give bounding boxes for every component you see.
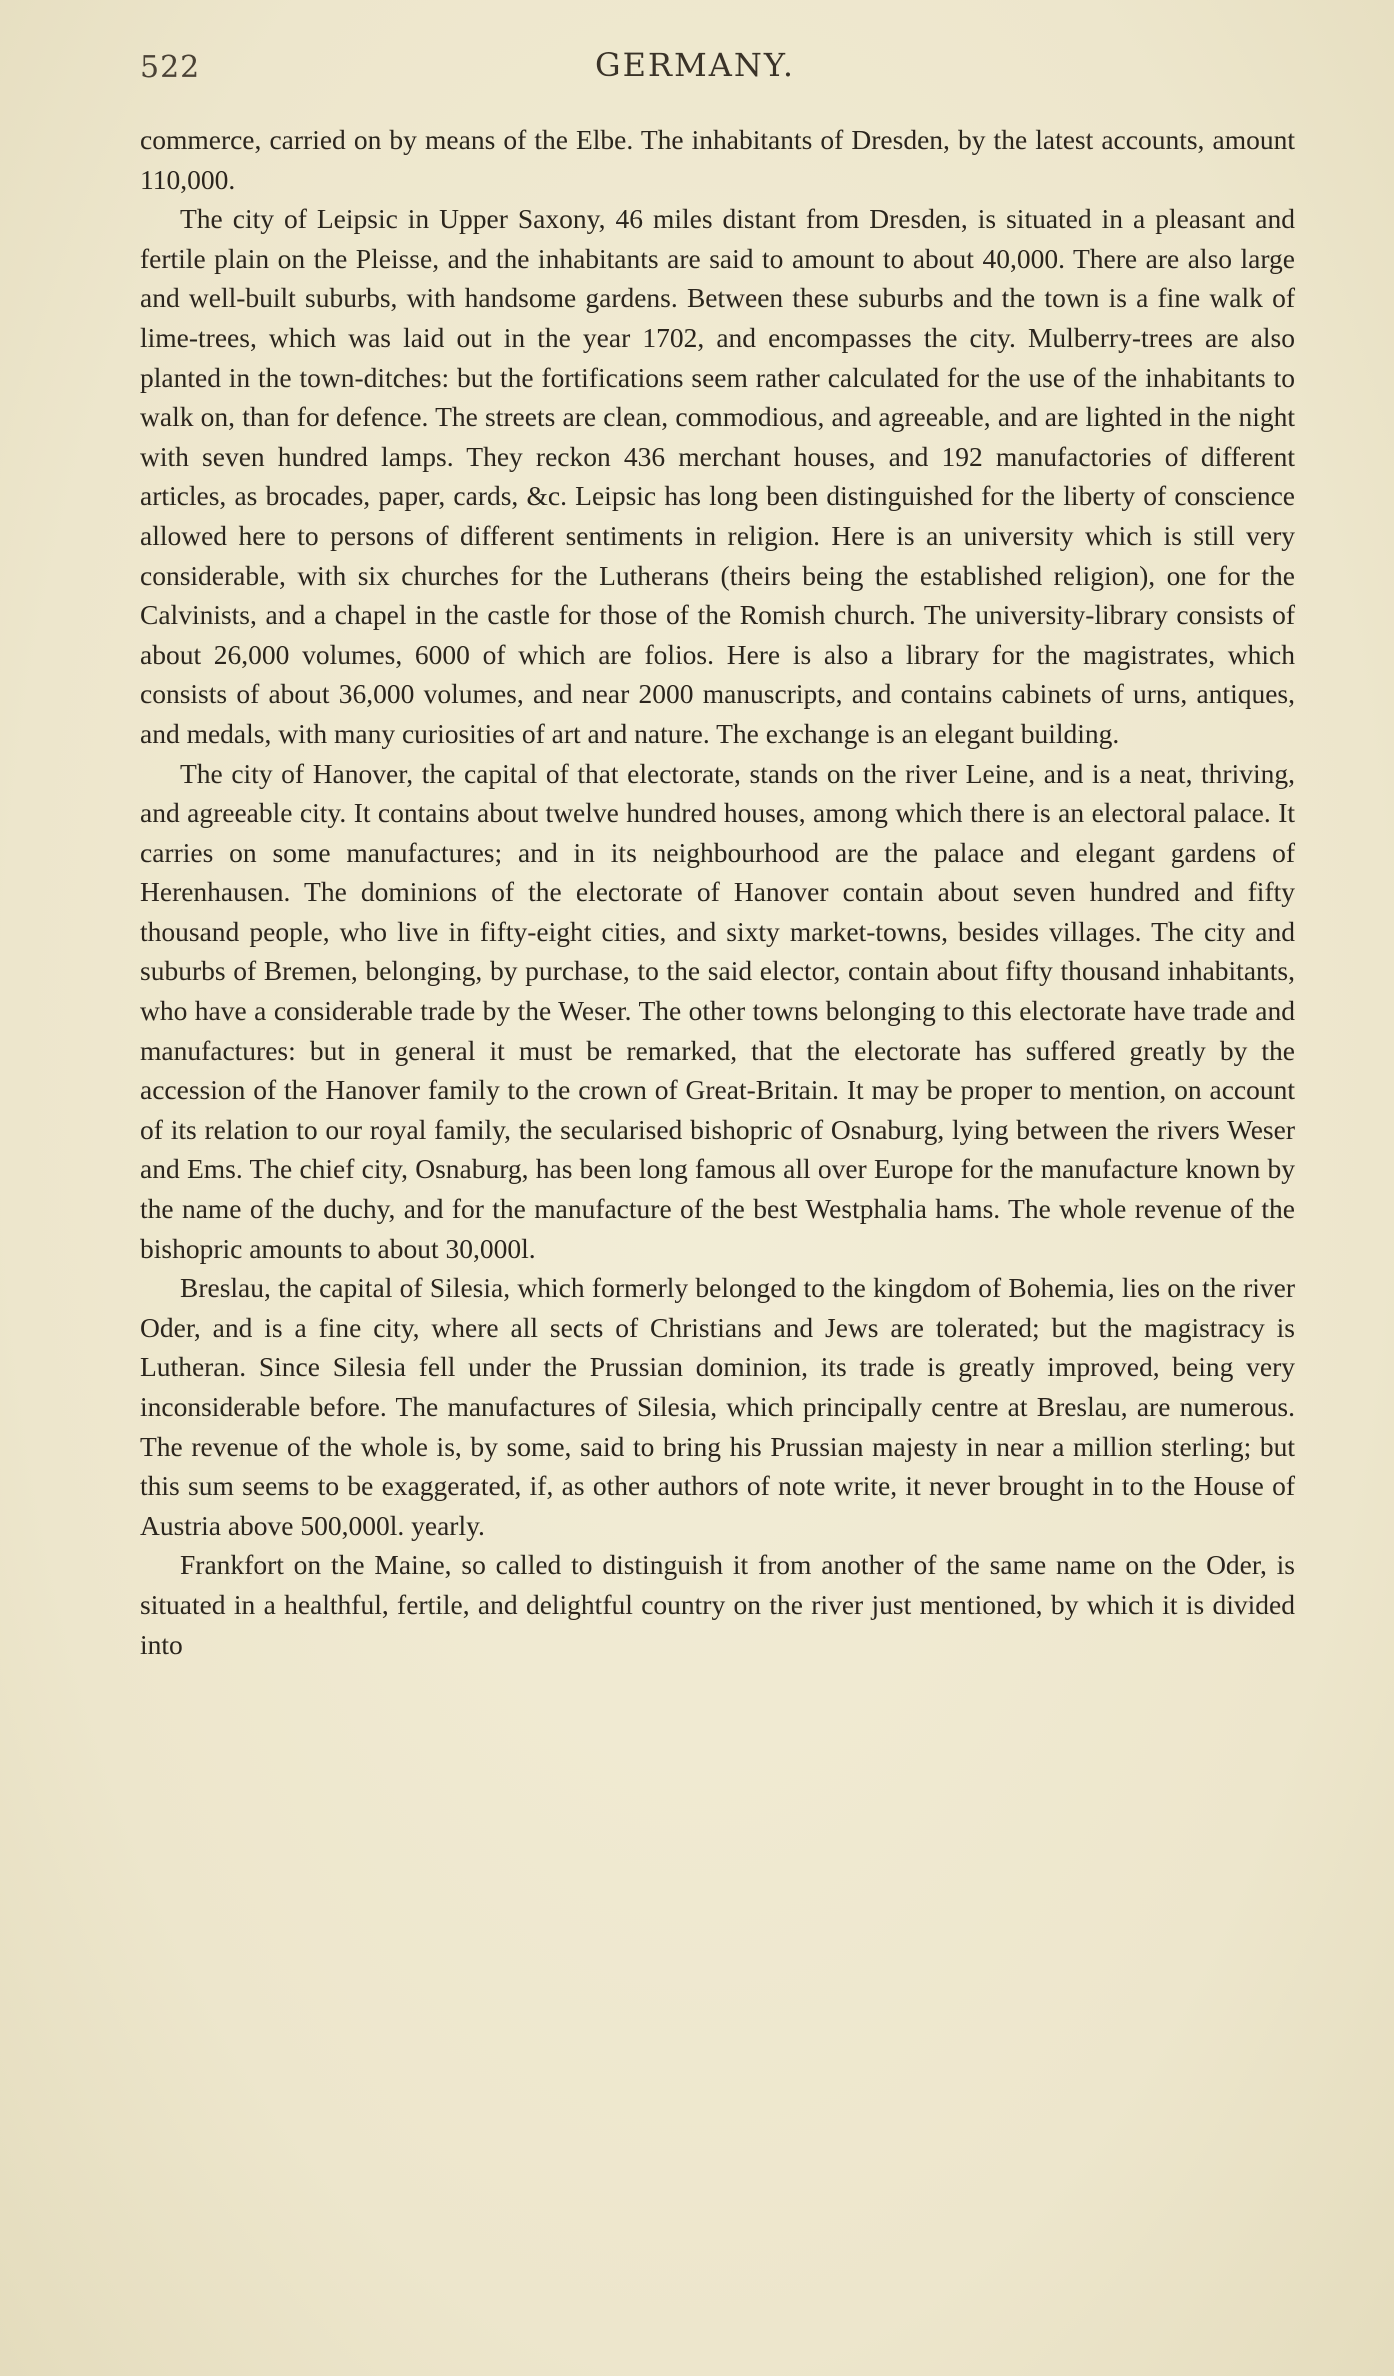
paragraph-breslau: Breslau, the capital of Silesia, which formerly belonged to the kingdom of Bohemia, lies on the river Oder, and is a fine city, where all sects of Christians and Jews are tolerated; but the magistracy is Lutheran. Since Silesia fell under the Prussian dominion, its trade is greatly improved, being very inconsiderable before. The manufactures of Silesia, which principally centre at Breslau, are numerous. The revenue of the whole is, by some, said to bring his Prussian majesty in near a million sterling; but this sum seems to be exaggerated, if, as other authors of note write, it never brought in to the House of Austria above 500,000l. yearly. — [140, 1272, 1295, 1541]
paragraph-leipsic: The city of Leipsic in Upper Saxony, 46 miles distant from Dresden, is situated in a pleasant and fertile plain on the Pleisse, and the inhabitants are said to amount to about 40,000. There are also large and well-built suburbs, with handsome gardens. Between these suburbs and the town is a fine walk of lime-trees, which was laid out in the year 1702, and encompasses the city. Mulberry-trees are also planted in the town-ditches: but the fortifications seem rather calculated for the use of the inhabitants to walk on, than for defence. The streets are clean, commodious, and agreeable, and are lighted in the night with seven hundred lamps. They reckon 436 merchant houses, and 192 manufactories of different articles, as brocades, paper, cards, &c. Leipsic has long been distinguished for the liberty of conscience allowed here to persons of different sentiments in religion. Here is an university which is still very considerable, with six churches for the Lutherans (theirs being the established religion), one for the Calvinists, and a chapel in the castle for those of the Romish church. The university-library consists of about 26,000 volumes, 6000 of which are folios. Here is also a library for the magistrates, which consists of about 36,000 volumes, and near 2000 manuscripts, and contains cabinets of urns, antiques, and medals, with many curiosities of art and nature. The exchange is an elegant building. — [140, 203, 1295, 749]
page-number: 522 — [140, 50, 201, 85]
paragraph-frankfort: Frankfort on the Maine, so called to distinguish it from another of the same name on the Oder, is situated in a healthful, fertile, and delightful country on the river just mentioned, by which it is divided into — [140, 1549, 1295, 1660]
paragraph-dresden-continued: commerce, carried on by means of the Elbe. The inhabitants of Dresden, by the latest accounts, amount 110,000. — [140, 124, 1295, 195]
body-text — [140, 120, 1295, 1664]
paragraph-hanover: The city of Hanover, the capital of that electorate, stands on the river Leine, and is a neat, thriving, and agreeable city. It contains about twelve hundred houses, among which there is an electoral palace. It carries on some manufactures; and in its neighbourhood are the palace and elegant gardens of Herenhausen. The dominions of the electorate of Hanover contain about seven hundred and fifty thousand people, who live in fifty-eight cities, and sixty market-towns, besides villages. The city and suburbs of Bremen, belonging, by purchase, to the said elector, contain about fifty thousand inhabitants, who have a considerable trade by the Weser. The other towns belonging to this electorate have trade and manufactures: but in general it must be remarked, that the electorate has suffered greatly by the accession of the Hanover family to the crown of Great-Britain. It may be proper to mention, on account of its relation to our royal family, the secularised bishopric of Osnaburg, lying between the rivers Weser and Ems. The chief city, Osnaburg, has been long famous all over Europe for the manufacture known by the name of the duchy, and for the manufacture of the best Westphalia hams. The whole revenue of the bishopric amounts to about 30,000l. — [140, 757, 1295, 1264]
running-title: GERMANY. — [595, 46, 796, 84]
running-head — [140, 46, 1300, 96]
